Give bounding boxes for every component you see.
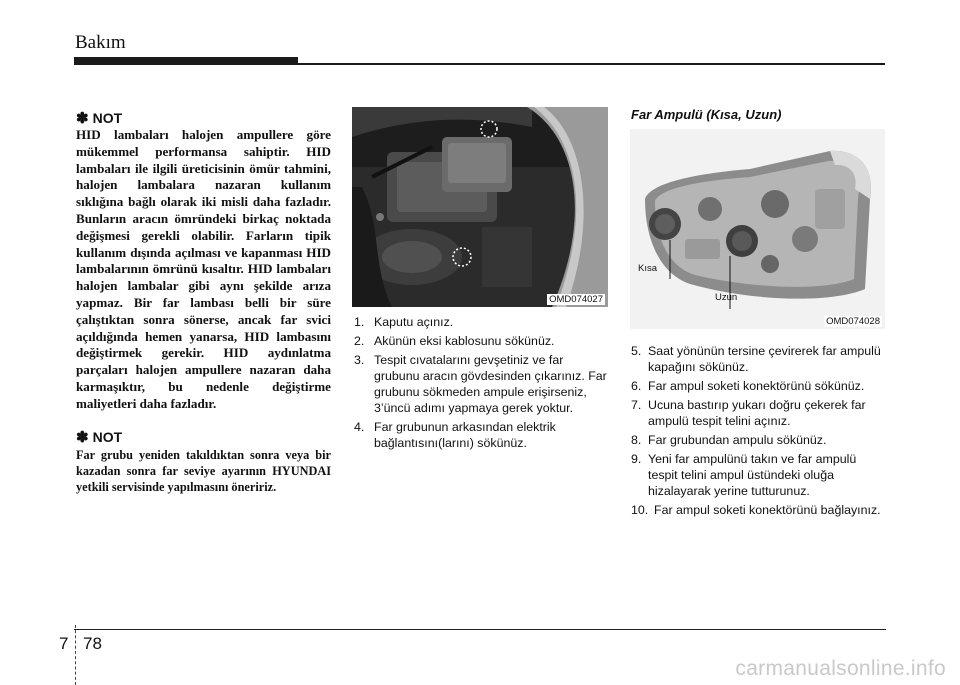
- step-text: Ucuna bastırıp yukarı doğru çekerek far ampulü tespit telini açınız.: [648, 398, 866, 428]
- step-number: 8.: [631, 433, 642, 447]
- step-number: 5.: [631, 344, 642, 358]
- step-number: 10.: [631, 503, 649, 517]
- step-number: 4.: [354, 420, 365, 434]
- star-icon: ✽: [76, 110, 89, 127]
- step-number: 3.: [354, 353, 365, 367]
- step-number: 6.: [631, 379, 642, 393]
- step-number: 7.: [631, 398, 642, 412]
- figure-code: OMD074028: [826, 316, 880, 327]
- list-item: [631, 378, 886, 394]
- note-body: Far grubu yeniden takıldıktan sonra veya bir kazadan sonra far seviye ayarının HYUNDAI yetkili servisinde yapılmasını öneririz.: [76, 448, 331, 494]
- page-section-title: Bakım: [75, 32, 126, 53]
- star-icon: ✽: [76, 429, 89, 446]
- headlamp-photo: [630, 129, 885, 329]
- step-number: 9.: [631, 452, 642, 466]
- step-text: Far grubunun arkasından elektrik bağlantısını(larını) sökünüz.: [374, 420, 556, 450]
- engine-bay-illustration: [352, 107, 608, 307]
- footer-divider: [75, 625, 76, 685]
- list-item: [354, 314, 608, 330]
- list-item: [354, 352, 608, 416]
- step-text: Akünün eksi kablosunu sökünüz.: [374, 334, 555, 348]
- note-heading: [76, 428, 122, 446]
- watermark: carmanualsonline.info: [735, 657, 946, 680]
- header-rule: [74, 63, 885, 65]
- instruction-list: [631, 343, 886, 521]
- note-heading: [76, 109, 122, 127]
- list-item: [631, 451, 886, 499]
- step-text: Far grubundan ampulu sökünüz.: [648, 433, 827, 447]
- step-text: Far ampul soketi konektörünü sökünüz.: [648, 379, 865, 393]
- callout-low-beam: Kısa: [638, 263, 658, 274]
- callout-high-beam: Uzun: [715, 292, 738, 303]
- step-text: Tespit cıvatalarını gevşetiniz ve far grubunu aracın gövdesinden çıkarınız. Far grubunu sökmeden ampule erişirseniz, 3’üncü adımı yapmaya gerek yoktur.: [374, 353, 607, 415]
- page-number: 78: [83, 634, 102, 653]
- instruction-list: [354, 314, 608, 454]
- figure-code: OMD074027: [549, 294, 603, 305]
- list-item: [631, 502, 886, 518]
- note-label: NOT: [92, 429, 123, 445]
- headlamp-illustration: [630, 129, 885, 329]
- section-heading: Far Ampulü (Kısa, Uzun): [631, 107, 782, 122]
- list-item: [631, 343, 886, 375]
- list-item: [631, 397, 886, 429]
- note-label: NOT: [92, 110, 123, 126]
- engine-bay-photo: [352, 107, 608, 307]
- step-number: 1.: [354, 315, 365, 329]
- list-item: [354, 419, 608, 451]
- step-number: 2.: [354, 334, 365, 348]
- chapter-number: 7: [59, 634, 69, 653]
- list-item: [631, 432, 886, 448]
- list-item: [354, 333, 608, 349]
- note-body: HID lambaları halojen ampullere göre mükemmel performansa sahiptir. HID lambaları ile ilgili üreticisinin ömür tahmini, halojen lambalara nazaran kullanım sıklığına bağlı olarak iki misli daha fazladır. Bunların aracın ömründeki birkaç noktada değişmesi gerekli olabilir. Farların tipik kullanım dışında açılması ve kapanması HID lambalarının ömrünü kısaltır. HID lambaları halojen lambalar gibi aynı şekilde arıza yapmaz. Bir far lambası belli bir süre çalıştıktan sonra sönerse, ancak far svici açıldığında hemen yanarsa, HID lambasını değiştirmek gerekir. HID aydınlatma parçaları halojen ampullere nazaran daha karmaşıktır, bu nedenle değiştirme maliyetleri daha fazladır.: [76, 127, 331, 411]
- step-text: Far ampul soketi konektörünü bağlayınız.: [654, 503, 881, 517]
- step-text: Kaputu açınız.: [374, 315, 454, 329]
- step-text: Yeni far ampulünü takın ve far ampulü tespit telini ampul üstündeki oluğa hizalayarak yerine tutturunuz.: [648, 452, 857, 498]
- step-text: Saat yönünün tersine çevirerek far ampulü kapağını sökünüz.: [648, 344, 881, 374]
- footer-rule: [74, 629, 886, 630]
